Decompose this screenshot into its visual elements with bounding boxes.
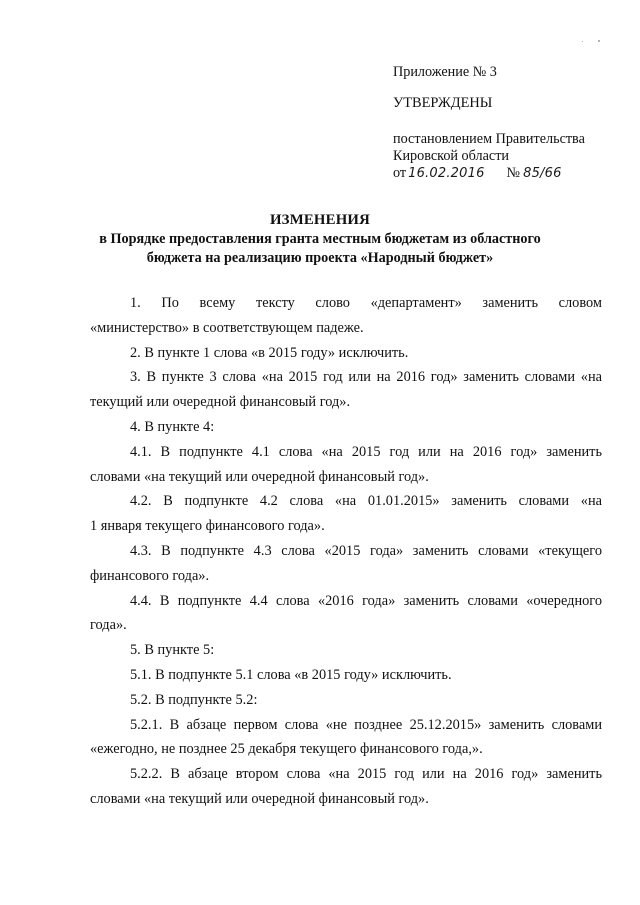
amendment-item (90, 341, 602, 366)
document-title: ИЗМЕНЕНИЯ (269, 212, 371, 228)
amendment-line: словами «на текущий или очередной финансовый год». (90, 468, 429, 485)
scan-speck (598, 40, 600, 42)
amendment-line: 4.2. В подпункте 4.2 слова «на 01.01.2015» заменить словами «на (130, 493, 602, 510)
decree-line-1: постановлением Правительства (393, 131, 585, 147)
approved-label: УТВЕРЖДЕНЫ (393, 95, 493, 111)
handwritten-number: 85/66 (523, 166, 562, 181)
amendment-item (90, 713, 602, 763)
decree-date-line (393, 165, 633, 182)
amendment-line: 5.2.1. В абзаце первом слова «не позднее 25.12.2015» заменить словами (130, 716, 602, 733)
amendment-item (90, 440, 602, 490)
amendment-line: 5.2.2. В абзаце втором слова «на 2015 год или на 2016 год» заменить (130, 766, 602, 783)
decree-line-2: Кировской области (393, 148, 509, 164)
amendment-line: 4.3. В подпункте 4.3 слова «2015 года» заменить словами «текущего (130, 542, 602, 559)
appendix-number: Приложение № 3 (393, 64, 497, 80)
amendment-line: «министерство» в соответствующем падеже. (90, 319, 364, 336)
number-prefix: № (506, 165, 521, 181)
amendment-item (90, 415, 602, 440)
amendment-item (90, 291, 602, 341)
amendment-item (90, 663, 602, 688)
amendment-line: текущий или очередной финансовый год». (90, 394, 351, 411)
date-prefix: от (393, 165, 407, 181)
amendment-item (90, 688, 602, 713)
amendment-line: финансового года». (90, 567, 210, 584)
amendment-line: 4.4. В подпункте 4.4 слова «2016 года» заменить словами «очередного (130, 592, 602, 609)
amendment-item (90, 589, 602, 639)
amendment-line: 5.1. В подпункте 5.1 слова «в 2015 году» исключить. (130, 666, 452, 683)
amendment-line: 5.2. В подпункте 5.2: (130, 691, 258, 708)
amendment-item (90, 762, 602, 812)
handwritten-date: 16.02.2016 (408, 166, 485, 181)
amendment-line: 3. В пункте 3 слова «на 2015 год или на 2016 год» заменить словами «на (130, 369, 602, 386)
amendment-line: словами «на текущий или очередной финансовый год». (90, 790, 429, 807)
amendment-line: 5. В пункте 5: (130, 642, 215, 659)
scan-speck (582, 41, 583, 42)
document-subtitle-line-2: бюджета на реализацию проекта «Народный бюджет» (146, 250, 494, 266)
amendment-item (90, 365, 602, 415)
amendment-line: 2. В пункте 1 слова «в 2015 году» исключить. (130, 344, 409, 361)
document-subtitle-line-1: в Порядке предоставления гранта местным бюджетам из областного (99, 231, 541, 247)
amendment-line: года». (90, 617, 127, 634)
amendment-item (90, 539, 602, 589)
amendment-line: 4.1. В подпункте 4.1 слова «на 2015 год или на 2016 год» заменить (130, 443, 602, 460)
amendment-item (90, 638, 602, 663)
amendment-line: 4. В пункте 4: (130, 418, 215, 435)
amendments-list (90, 291, 602, 812)
document-heading (90, 211, 550, 268)
amendment-line: «ежегодно, не позднее 25 декабря текущего финансового года,». (90, 741, 483, 758)
amendment-line: 1 января текущего финансового года». (90, 518, 325, 535)
amendment-item (90, 489, 602, 539)
amendment-line: 1. По всему тексту слово «департамент» заменить словом (130, 295, 602, 311)
approval-stamp-block (393, 64, 633, 182)
